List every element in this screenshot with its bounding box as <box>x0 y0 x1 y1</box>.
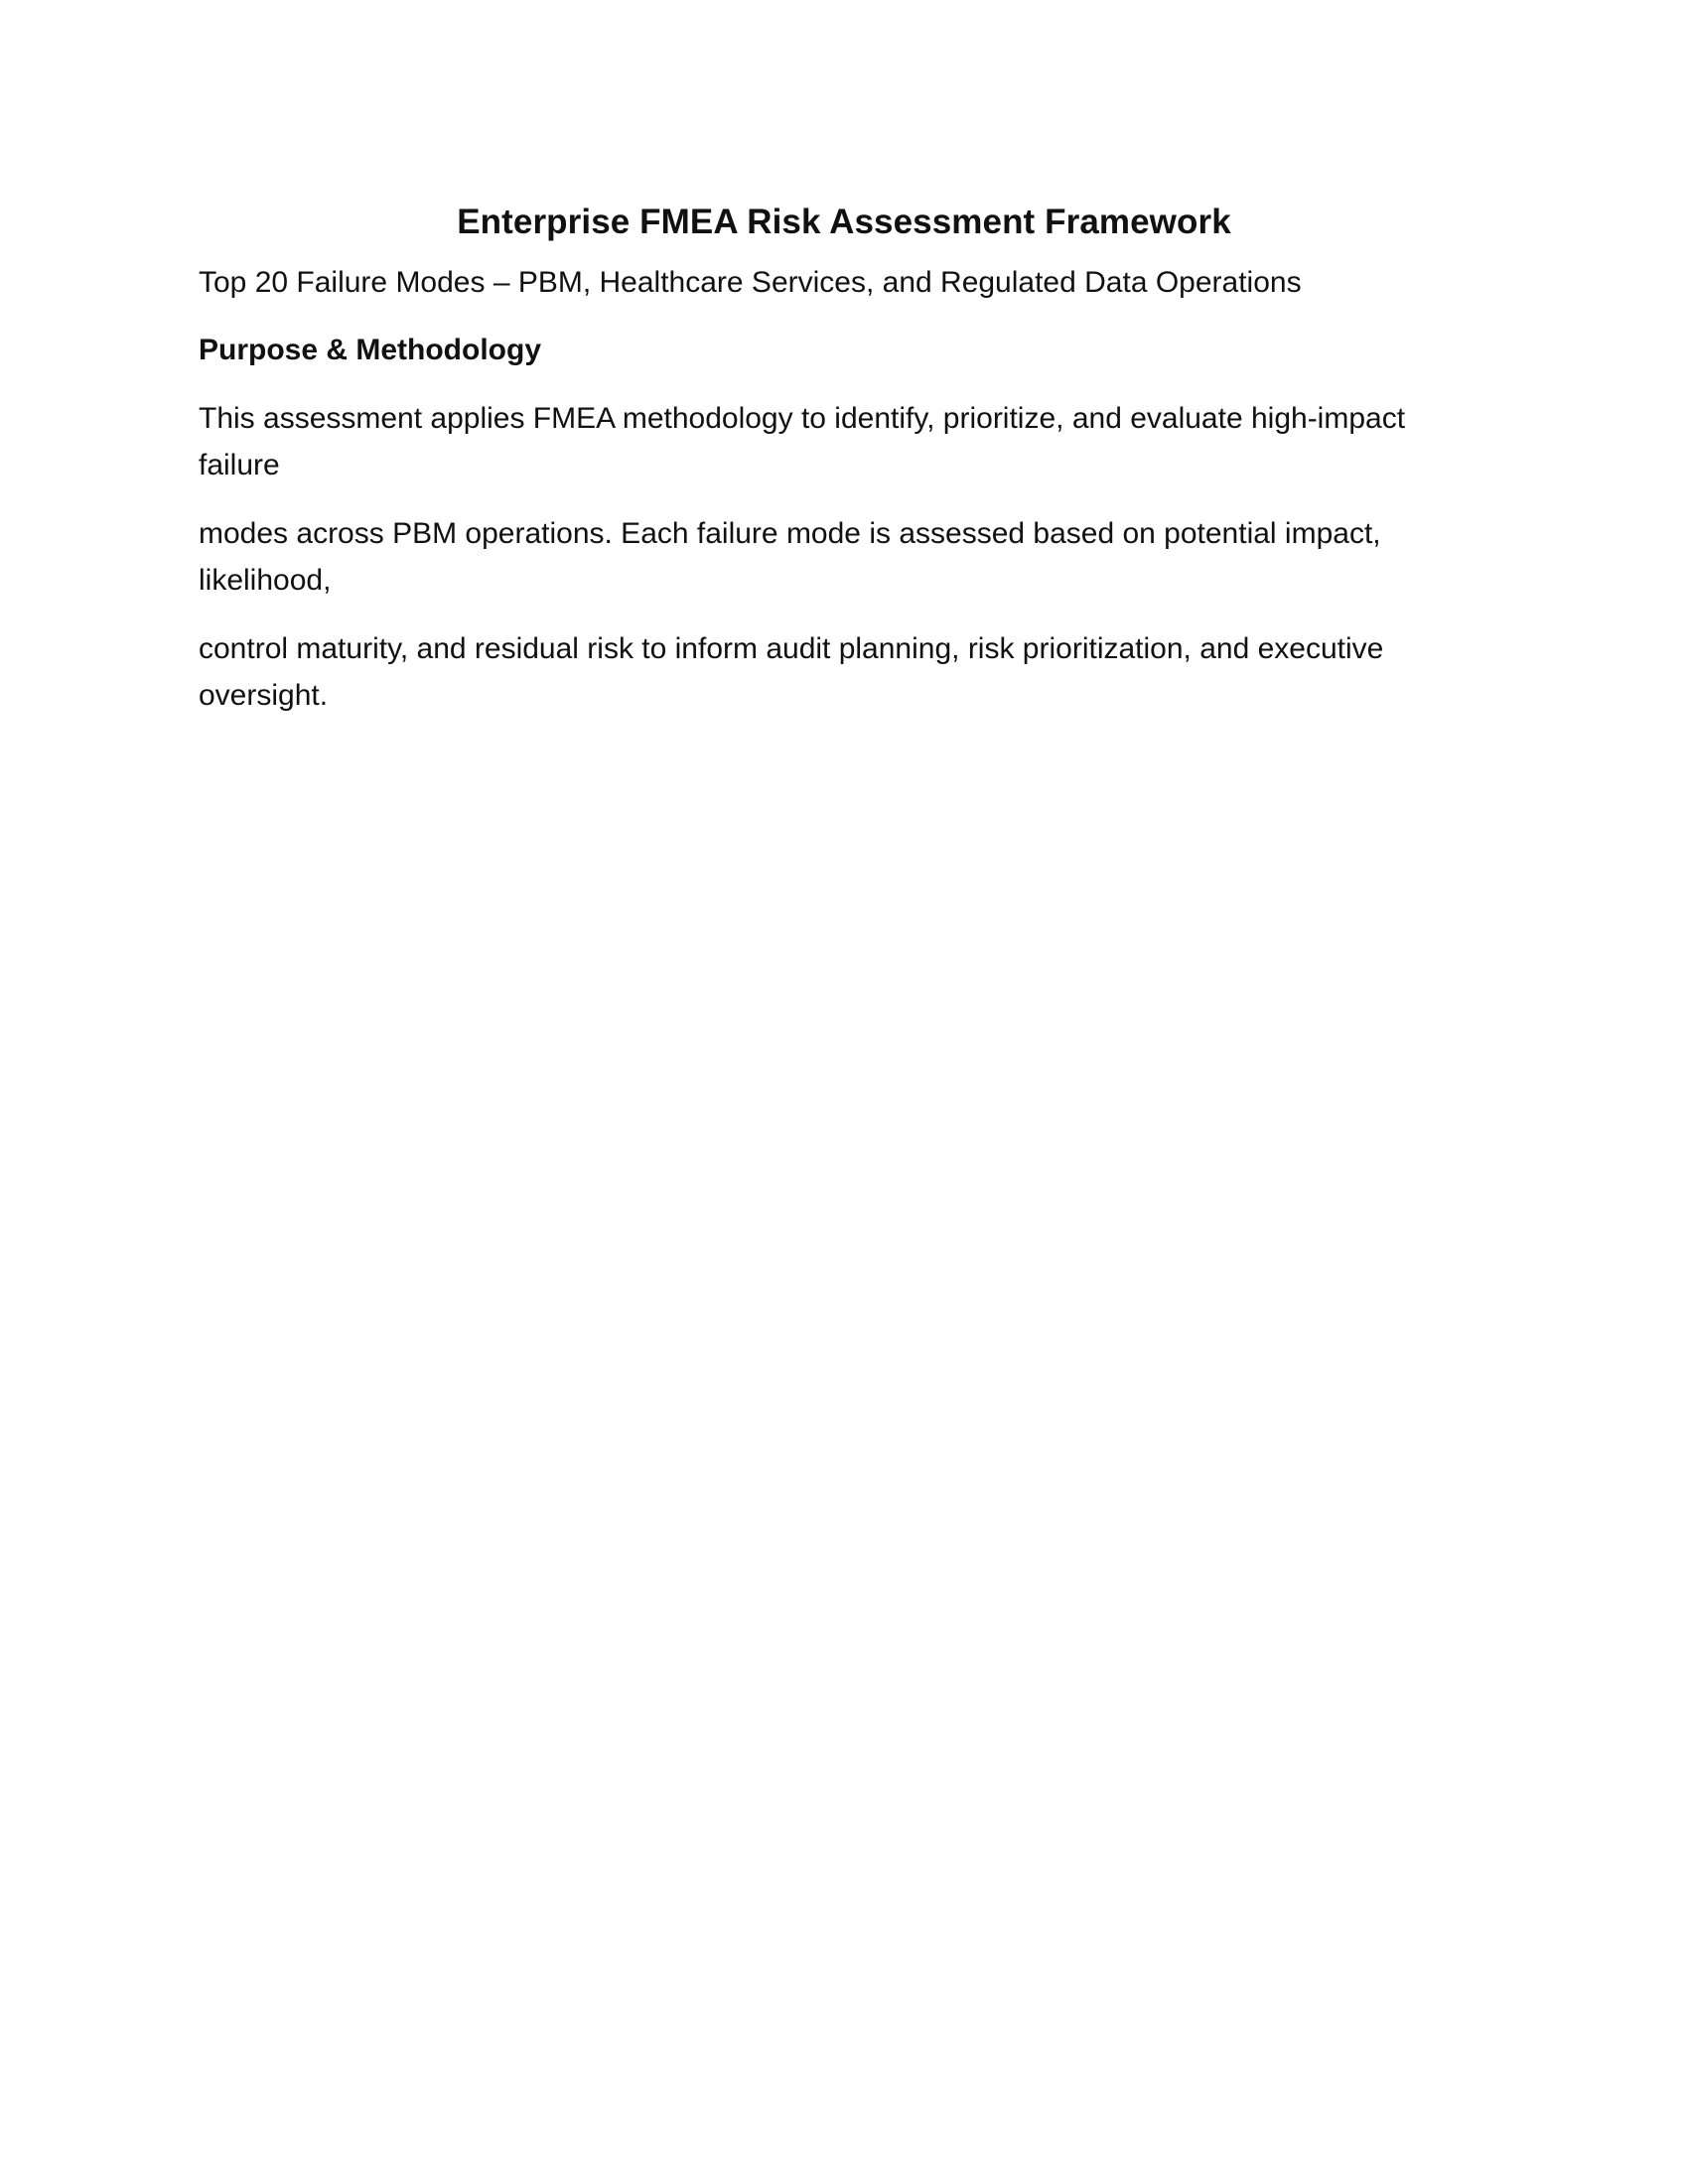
document-title: Enterprise FMEA Risk Assessment Framework <box>457 203 1231 241</box>
body-paragraph-3: control maturity, and residual risk to inform audit planning, risk prioritization, and executive oversight. <box>199 632 1384 712</box>
section-heading-purpose-methodology: Purpose & Methodology <box>199 334 541 366</box>
body-paragraph-1: This assessment applies FMEA methodology to identify, prioritize, and evaluate high-impact failure <box>199 402 1406 481</box>
document-subtitle: Top 20 Failure Modes – PBM, Healthcare Services, and Regulated Data Operations <box>199 266 1302 299</box>
document-body <box>199 195 1489 719</box>
body-paragraph-2: modes across PBM operations. Each failure mode is assessed based on potential impact, likelihood, <box>199 517 1381 597</box>
